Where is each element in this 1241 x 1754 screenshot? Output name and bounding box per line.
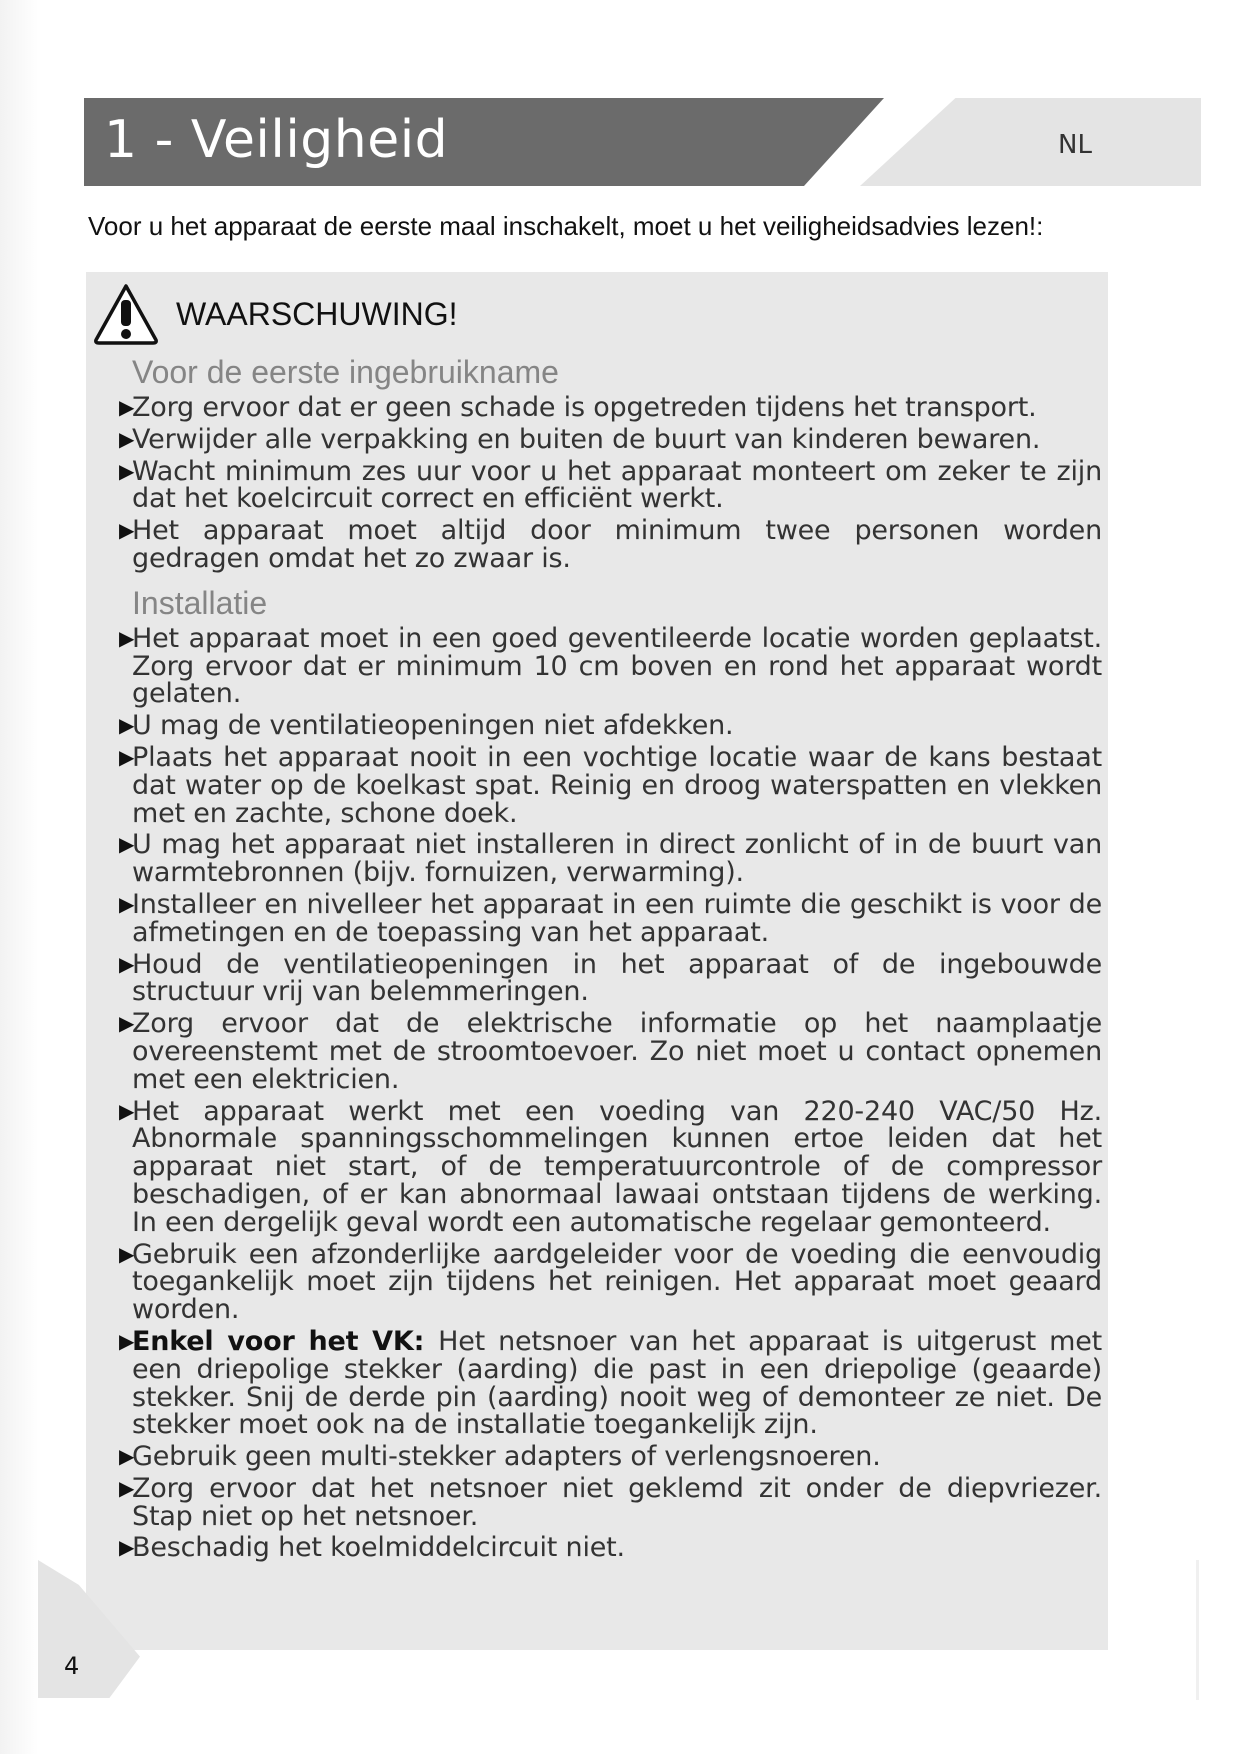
list-item <box>119 1325 1102 1441</box>
list-item <box>119 455 1102 515</box>
bold-lead-text: Enkel voor het VK: <box>132 1325 439 1357</box>
item-text: Installeer en nivelleer het apparaat in een ruimte die geschikt is voor de afmetingen en de toepassing van het apparaat. <box>132 888 1102 948</box>
bullet-arrow-icon: ▶ <box>119 713 135 738</box>
item-text: Zorg ervoor dat er geen schade is opgetreden tijdens het transport. <box>132 392 1037 423</box>
bullet-arrow-icon: ▶ <box>119 426 135 451</box>
page-edge-shadow <box>0 0 38 1754</box>
bullet-arrow-icon: ▶ <box>119 625 135 650</box>
bullet-arrow-icon: ▶ <box>119 951 135 976</box>
page-number: 4 <box>64 1652 80 1680</box>
list-item <box>119 515 1102 574</box>
bullet-list <box>119 622 1102 1564</box>
page-title: 1 - Veiligheid <box>104 110 449 170</box>
bullet-arrow-icon: ▶ <box>119 518 135 543</box>
page-edge-line <box>1196 1560 1199 1700</box>
item-text: Het apparaat moet in een goed geventileerde locatie worden geplaatst. Zorg ervoor dat er minimum 10 cm boven en rond het apparaat wordt gelaten. <box>132 622 1102 710</box>
item-text: Zorg ervoor dat het netsnoer niet geklemd zit onder de diepvriezer. Stap niet op het netsnoer. <box>132 1472 1102 1532</box>
item-text: Houd de ventilatieopeningen in het apparaat of de ingebouwde structuur vrij van belemmeringen. <box>132 948 1102 1008</box>
intro-text: Voor u het apparaat de eerste maal inschakelt, moet u het veiligheidsadvies lezen!: <box>88 211 1044 241</box>
bullet-arrow-icon: ▶ <box>119 832 135 857</box>
list-item <box>119 829 1102 889</box>
list-item <box>119 1095 1102 1238</box>
section-heading: Installatie <box>132 584 268 621</box>
item-text: Plaats het apparaat nooit in een vochtige locatie waar de kans bestaat dat water op de koelkast spat. Reinig en droog waterspatten en vlekken met en zachte, schone doek. <box>132 741 1102 829</box>
list-item <box>119 622 1102 710</box>
section-heading: Voor de eerste ingebruikname <box>132 354 559 390</box>
item-text: Zorg ervoor dat de elektrische informatie op het naamplaatje overeenstemt met de stroomtoevoer. Zo niet moet u contact opnemen met een elektricien. <box>132 1008 1102 1095</box>
list-item <box>119 948 1102 1008</box>
list-item <box>119 423 1102 455</box>
item-text: Beschadig het koelmiddelcircuit niet. <box>132 1532 625 1564</box>
warning-triangle-icon <box>92 282 160 346</box>
bullet-arrow-icon: ▶ <box>119 1241 135 1266</box>
item-text: U mag het apparaat niet installeren in direct zonlicht of in de buurt van warmtebronnen (bijv. fornuizen, verwarming). <box>132 829 1102 889</box>
bullet-arrow-icon: ▶ <box>119 1535 135 1560</box>
bullet-arrow-icon: ▶ <box>119 1098 135 1123</box>
warning-body <box>119 352 1102 1566</box>
list-item <box>119 1238 1102 1326</box>
list-item <box>119 1532 1102 1564</box>
item-text: Het apparaat moet altijd door minimum twee personen worden gedragen omdat het zo zwaar is. <box>132 515 1102 574</box>
item-text: Verwijder alle verpakking en buiten de buurt van kinderen bewaren. <box>132 423 1041 455</box>
bullet-arrow-icon: ▶ <box>119 1011 135 1036</box>
warning-header <box>92 280 457 348</box>
bullet-arrow-icon: ▶ <box>119 458 135 483</box>
bullet-arrow-icon: ▶ <box>119 891 135 916</box>
warning-title: WAARSCHUWING! <box>176 295 458 332</box>
item-text: U mag de ventilatieopeningen niet afdekken. <box>132 710 734 742</box>
bullet-list <box>119 392 1102 574</box>
bullet-arrow-icon: ▶ <box>119 1328 135 1353</box>
bullet-arrow-icon: ▶ <box>119 395 135 419</box>
bullet-arrow-icon: ▶ <box>119 744 135 769</box>
language-label: NL <box>1058 130 1092 160</box>
list-item <box>119 392 1102 423</box>
bullet-arrow-icon: ▶ <box>119 1475 135 1500</box>
list-item <box>119 1472 1102 1532</box>
header-bar-accent <box>860 98 1201 186</box>
list-item <box>119 710 1102 742</box>
bullet-arrow-icon: ▶ <box>119 1444 135 1469</box>
list-item <box>119 1441 1102 1473</box>
item-text: Het apparaat werkt met een voeding van 220-240 VAC/50 Hz. Abnormale spanningsschommelingen kunnen ertoe leiden dat het apparaat niet start, of de temperatuurcontrole of de compressor beschadigen, of er kan abnormaal lawaai ontstaan tijdens de werking. In een dergelijk geval wordt een automatische regelaar gemonteerd. <box>132 1095 1102 1238</box>
item-text: Het netsnoer van het apparaat is uitgerust met een driepolige stekker (aarding) die past in een driepolige (geaarde) stekker. Snij de derde pin (aarding) nooit weg of demonteer ze niet. De stekker moet ook na de installatie toegankelijk zijn. <box>132 1325 1102 1441</box>
list-item <box>119 1008 1102 1095</box>
list-item <box>119 888 1102 948</box>
item-text: Wacht minimum zes uur voor u het apparaat monteert om zeker te zijn dat het koelcircuit correct en efficiënt werkt. <box>132 455 1102 515</box>
list-item <box>119 741 1102 829</box>
item-text: Gebruik een afzonderlijke aardgeleider voor de voeding die eenvoudig toegankelijk moet zijn tijdens het reinigen. Het apparaat moet geaard worden. <box>132 1238 1102 1326</box>
item-text: Gebruik geen multi-stekker adapters of verlengsnoeren. <box>132 1441 881 1473</box>
